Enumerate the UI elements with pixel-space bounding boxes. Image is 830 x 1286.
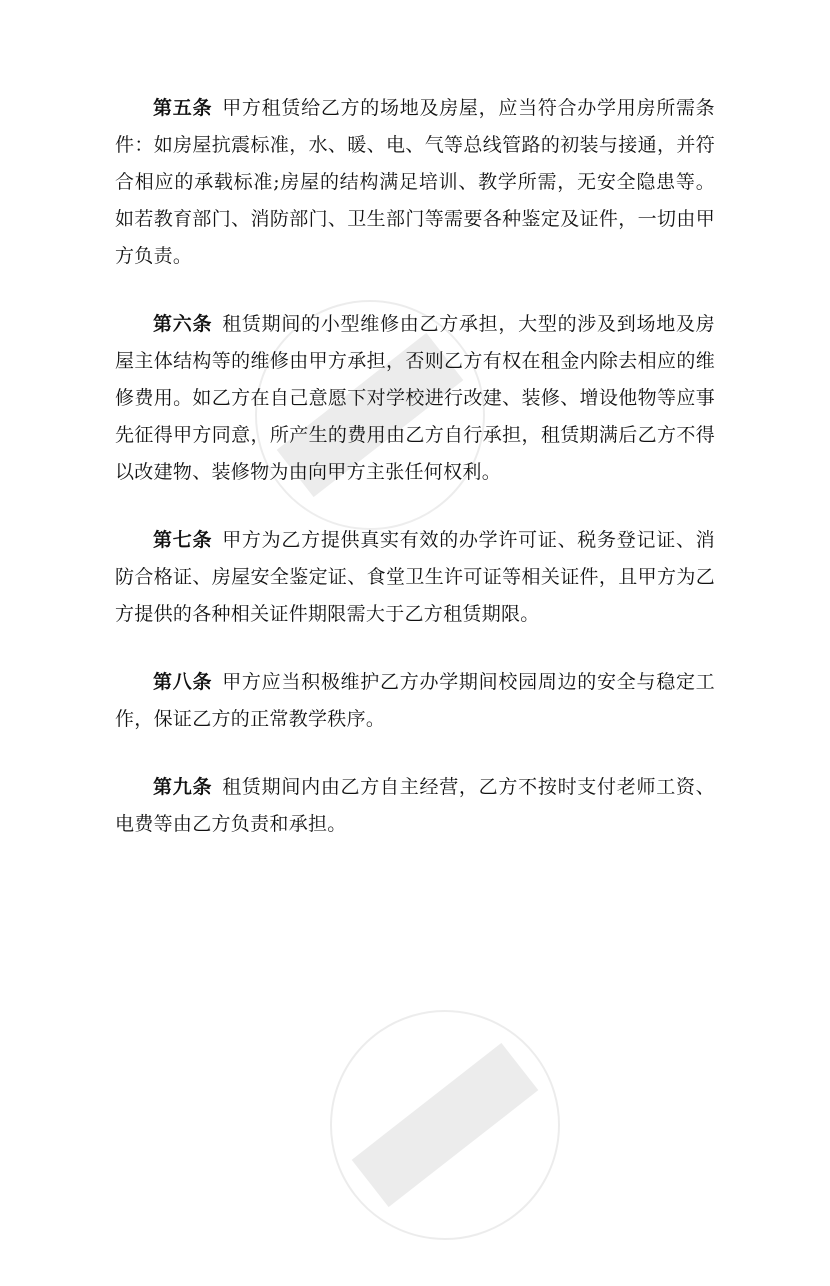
article-label: 第九条: [153, 776, 213, 798]
article-text: 甲方为乙方提供真实有效的办学许可证、税务登记证、消防合格证、房屋安全鉴定证、食堂卫生许可证等相关证件，且甲方为乙方提供的各种相关证件期限需大于乙方租赁期限。: [115, 529, 715, 625]
article-text: 甲方应当积极维护乙方办学期间校园周边的安全与稳定工作，保证乙方的正常教学秩序。: [115, 671, 715, 730]
document-body: [115, 90, 715, 874]
article-text: 租赁期间的小型维修由乙方承担，大型的涉及到场地及房屋主体结构等的维修由甲方承担，否则乙方有权在租金内除去相应的维修费用。如乙方在自己意愿下对学校进行改建、装修、增设他物等应事先征得甲方同意，所产生的费用由乙方自行承担，租赁期满后乙方不得以改建物、装修物为由向甲方主张任何权利。: [115, 313, 715, 483]
article-9: [115, 769, 715, 843]
article-text: 甲方租赁给乙方的场地及房屋，应当符合办学用房所需条件：如房屋抗震标准，水、暖、电、气等总线管路的初装与接通，并符合相应的承载标准;房屋的结构满足培训、教学所需，无安全隐患等。如若教育部门、消防部门、卫生部门等需要各种鉴定及证件，一切由甲方负责。: [115, 97, 715, 267]
article-5: [115, 90, 715, 275]
watermark-stamp: [284, 964, 607, 1286]
article-label: 第七条: [153, 529, 213, 551]
article-label: 第五条: [153, 97, 213, 119]
article-7: [115, 522, 715, 633]
article-label: 第六条: [153, 313, 213, 335]
article-label: 第八条: [153, 671, 213, 693]
article-6: [115, 306, 715, 491]
article-8: [115, 664, 715, 738]
article-text: 租赁期间内由乙方自主经营，乙方不按时支付老师工资、电费等由乙方负责和承担。: [115, 776, 715, 835]
